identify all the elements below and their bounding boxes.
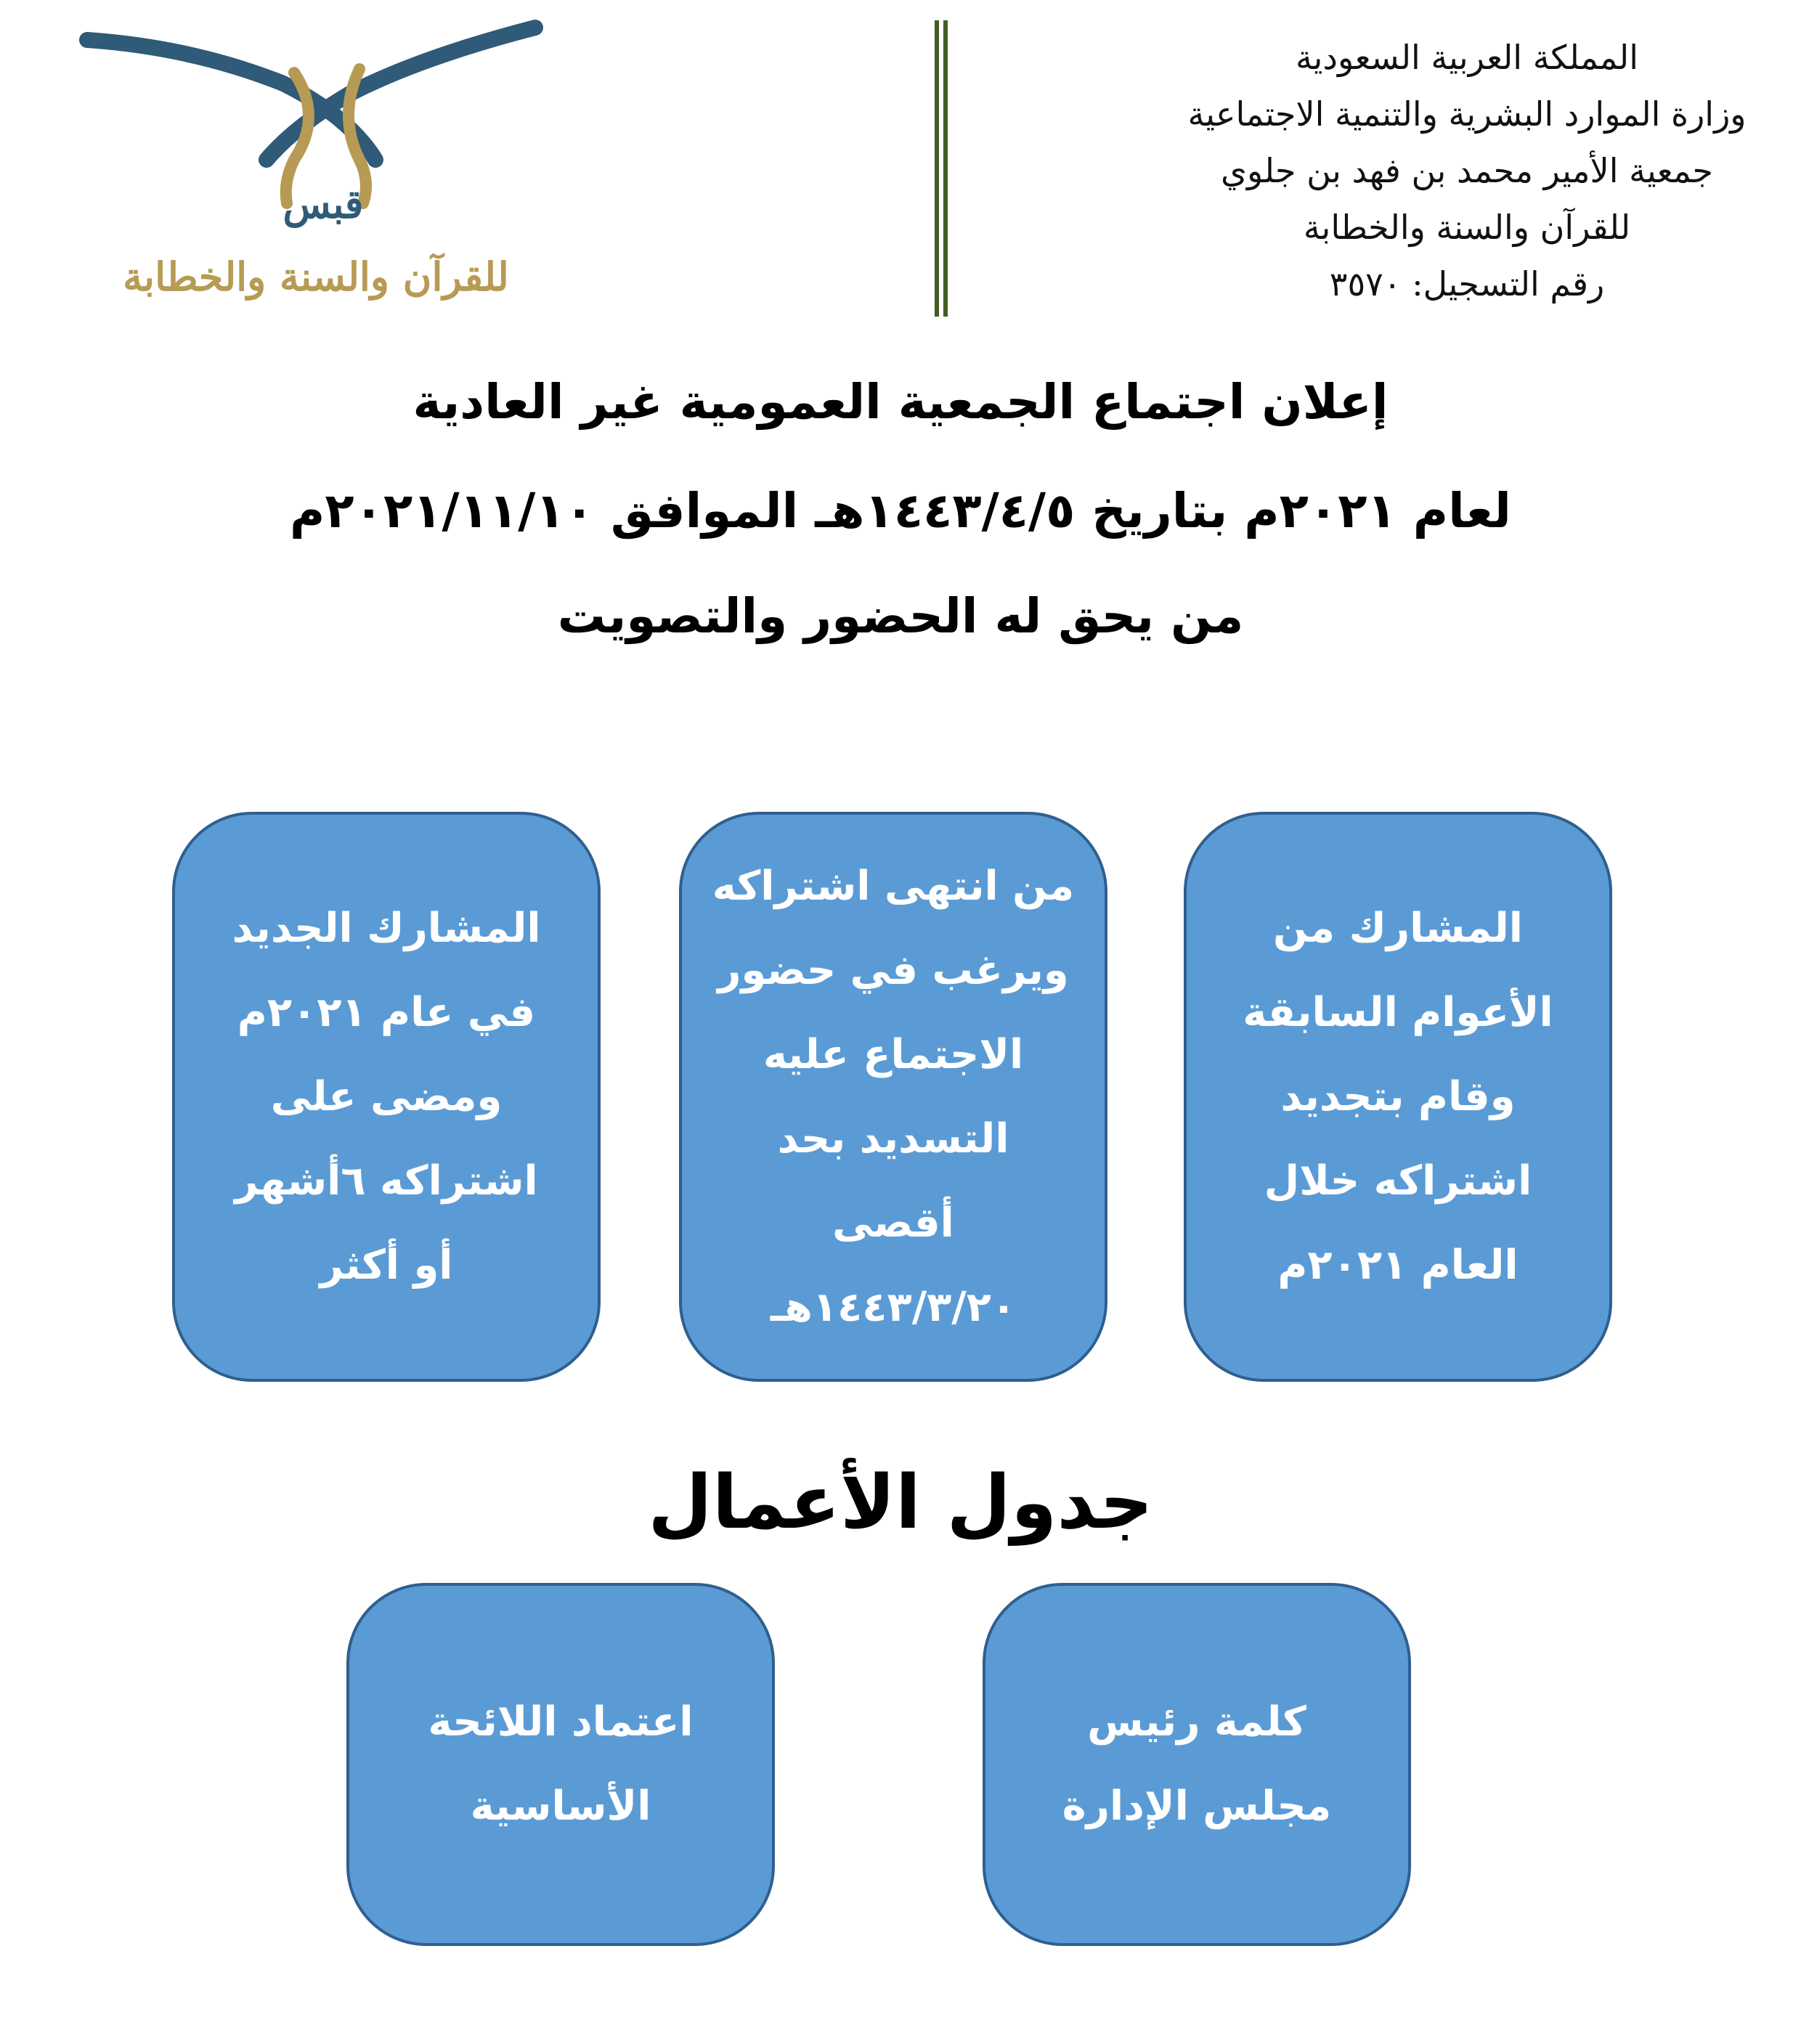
card-line: أو أكثر — [320, 1241, 453, 1289]
card-line: ويرغب في حضور — [717, 946, 1069, 994]
card-line: ومضى على — [270, 1072, 503, 1120]
card-line: ١٤٤٣/٣/٢٠هـ — [770, 1283, 1017, 1331]
letterhead-ministry: وزارة الموارد البشرية والتنمية الاجتماعية — [1187, 94, 1747, 134]
card-line: المشارك من — [1273, 904, 1523, 952]
eligibility-card-new-members — [172, 812, 601, 1382]
card-line: أقصى — [832, 1199, 954, 1247]
logo-tagline: للقرآن والسنة والخطابة — [123, 253, 509, 300]
letterhead — [1176, 29, 1757, 312]
card-line: من انتهى اشتراكه — [712, 862, 1075, 910]
card-line: الأعوام السابقة — [1243, 988, 1553, 1036]
logo-name: قبس — [282, 181, 364, 227]
agenda-title: جدول الأعمال — [648, 1459, 1153, 1546]
card-line: في عام ٢٠٢١م — [237, 988, 536, 1036]
agenda-item-line: الأساسية — [470, 1783, 651, 1830]
agenda-item-line: كلمة رئيس — [1087, 1698, 1306, 1746]
letterhead-association-purpose: للقرآن والسنة والخطابة — [1303, 208, 1631, 247]
announcement-date: لعام ٢٠٢١م بتاريخ ١٤٤٣/٤/٥هـ الموافق ٢٠٢١/١١/١٠م — [290, 483, 1511, 539]
association-logo — [76, 15, 548, 319]
header-divider — [935, 20, 948, 317]
letterhead-registration-number: رقم التسجيل: ٣٥٧٠ — [1329, 264, 1605, 304]
letterhead-country: المملكة العربية السعودية — [1296, 38, 1638, 77]
agenda-item-line: اعتماد اللائحة — [428, 1698, 694, 1746]
agenda-item-bylaws-approval — [346, 1583, 775, 1946]
eligibility-card-expired-subscription — [679, 812, 1107, 1382]
card-line: اشتراكه خلال — [1264, 1157, 1532, 1205]
announcement-eligibility-heading: من يحق له الحضور والتصويت — [557, 588, 1244, 644]
agenda-item-chairman-speech — [983, 1583, 1411, 1946]
agenda-item-line: مجلس الإدارة — [1062, 1783, 1332, 1830]
eligibility-card-previous-members — [1184, 812, 1612, 1382]
card-line: الاجتماع عليه — [763, 1030, 1024, 1078]
announcement-title: إعلان اجتماع الجمعية العمومية غير العادية — [412, 374, 1389, 430]
card-line: اشتراكه ٦أشهر — [235, 1157, 538, 1205]
card-line: التسديد بحد — [777, 1115, 1009, 1163]
card-line: وقام بتجديد — [1280, 1072, 1516, 1120]
card-line: المشارك الجديد — [232, 904, 541, 952]
card-line: العام ٢٠٢١م — [1277, 1241, 1519, 1289]
letterhead-association: جمعية الأمير محمد بن فهد بن جلوي — [1221, 151, 1713, 190]
